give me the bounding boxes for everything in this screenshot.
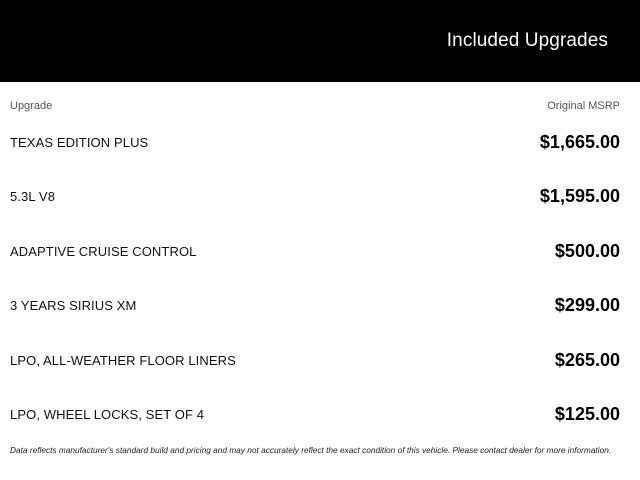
upgrade-row: [10, 333, 620, 388]
upgrade-price: $125.00: [554, 404, 620, 425]
upgrade-name: TEXAS EDITION PLUS: [10, 134, 149, 150]
upgrade-name: LPO, ALL-WEATHER FLOOR LINERS: [10, 352, 236, 368]
upgrade-row: [10, 115, 620, 170]
upgrade-row: [10, 279, 620, 334]
upgrade-row: [10, 170, 620, 225]
upgrade-list: [10, 115, 620, 442]
disclaimer-text: Data reflects manufacturer's standard build and pricing and may not accurately reflect the exact condition of this vehicle. Please contact dealer for more information.: [10, 445, 612, 455]
upgrade-price: $299.00: [554, 295, 620, 316]
upgrade-price: $1,665.00: [539, 131, 620, 152]
header-bar: [0, 0, 640, 82]
column-header-upgrade: Upgrade: [10, 100, 53, 112]
upgrade-name: LPO, WHEEL LOCKS, SET OF 4: [10, 407, 205, 423]
upgrade-price: $265.00: [554, 349, 620, 370]
page-title: Included Upgrades: [446, 30, 608, 51]
upgrade-price: $500.00: [554, 240, 620, 261]
upgrade-name: 5.3L V8: [10, 189, 56, 205]
column-header-msrp: Original MSRP: [547, 100, 620, 112]
upgrade-row: [10, 388, 620, 443]
upgrade-name: ADAPTIVE CRUISE CONTROL: [10, 243, 197, 259]
upgrade-price: $1,595.00: [539, 186, 620, 207]
upgrade-row: [10, 224, 620, 279]
column-headers: [10, 100, 620, 112]
upgrade-name: 3 YEARS SIRIUS XM: [10, 298, 137, 314]
